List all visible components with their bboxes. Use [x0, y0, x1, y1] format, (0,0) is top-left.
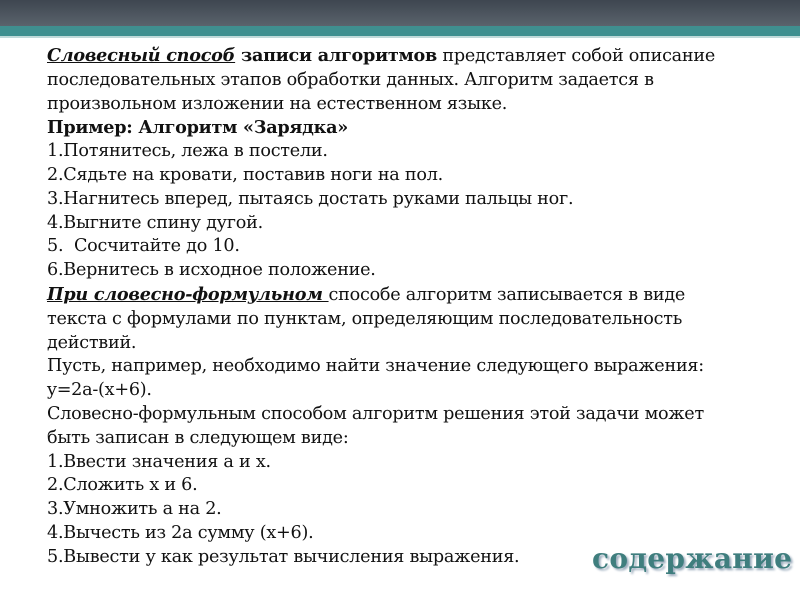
text-span: представляет собой описание [437, 46, 716, 66]
paragraph-line [47, 283, 787, 308]
list-item: 3.Нагнитесь вперед, пытаясь достать руками пальцы ног. [47, 188, 574, 209]
formula-line: y=2a-(x+6). [47, 380, 152, 401]
slide-header-line [0, 36, 800, 38]
paragraph-line: действий. [47, 332, 137, 353]
paragraph-line [47, 44, 787, 69]
contents-link[interactable]: содержание [592, 542, 793, 575]
slide-header-stripe [0, 26, 800, 36]
example-title: Пример: Алгоритм «Зарядка» [47, 117, 348, 139]
paragraph-line: Пусть, например, необходимо найти значение следующего выражения: [47, 356, 704, 377]
paragraph-line: Словесно-формульным способом алгоритм решения этой задачи может [47, 403, 704, 424]
term-verbal-method: Словесный способ [47, 45, 236, 66]
list-item: 2.Сложить х и 6. [47, 475, 198, 496]
list-item: 1.Потянитесь, лежа в постели. [47, 141, 328, 162]
paragraph-line: последовательных этапов обработки данных. Алгоритм задается в [47, 69, 654, 90]
list-item: 3.Умножить а на 2. [47, 499, 222, 520]
text-span: способе алгоритм записывается в виде [328, 284, 686, 305]
list-item: 5.Вывести у как результат вычисления выражения. [47, 546, 520, 567]
term-verbal-formula-method: При словесно-формульном [47, 283, 329, 305]
slide-body [47, 44, 787, 570]
paragraph-line: произвольном изложении на естественном языке. [47, 93, 508, 114]
paragraph-line: текста с формулами по пунктам, определяющим последовательность [47, 308, 683, 329]
list-item: 6.Вернитесь в исходное положение. [47, 260, 376, 281]
list-item: 5. Сосчитайте до 10. [47, 236, 240, 257]
paragraph-line: быть записан в следующем виде: [47, 427, 349, 448]
list-item: 2.Сядьте на кровати, поставив ноги на пол. [47, 164, 443, 185]
list-item: 4.Вычесть из 2а сумму (х+6). [47, 522, 314, 543]
list-item: 1.Ввести значения а и х. [47, 451, 271, 472]
list-item: 4.Выгните спину дугой. [47, 212, 263, 233]
slide-header-bar [0, 0, 800, 26]
bold-text: записи алгоритмов [235, 45, 438, 66]
